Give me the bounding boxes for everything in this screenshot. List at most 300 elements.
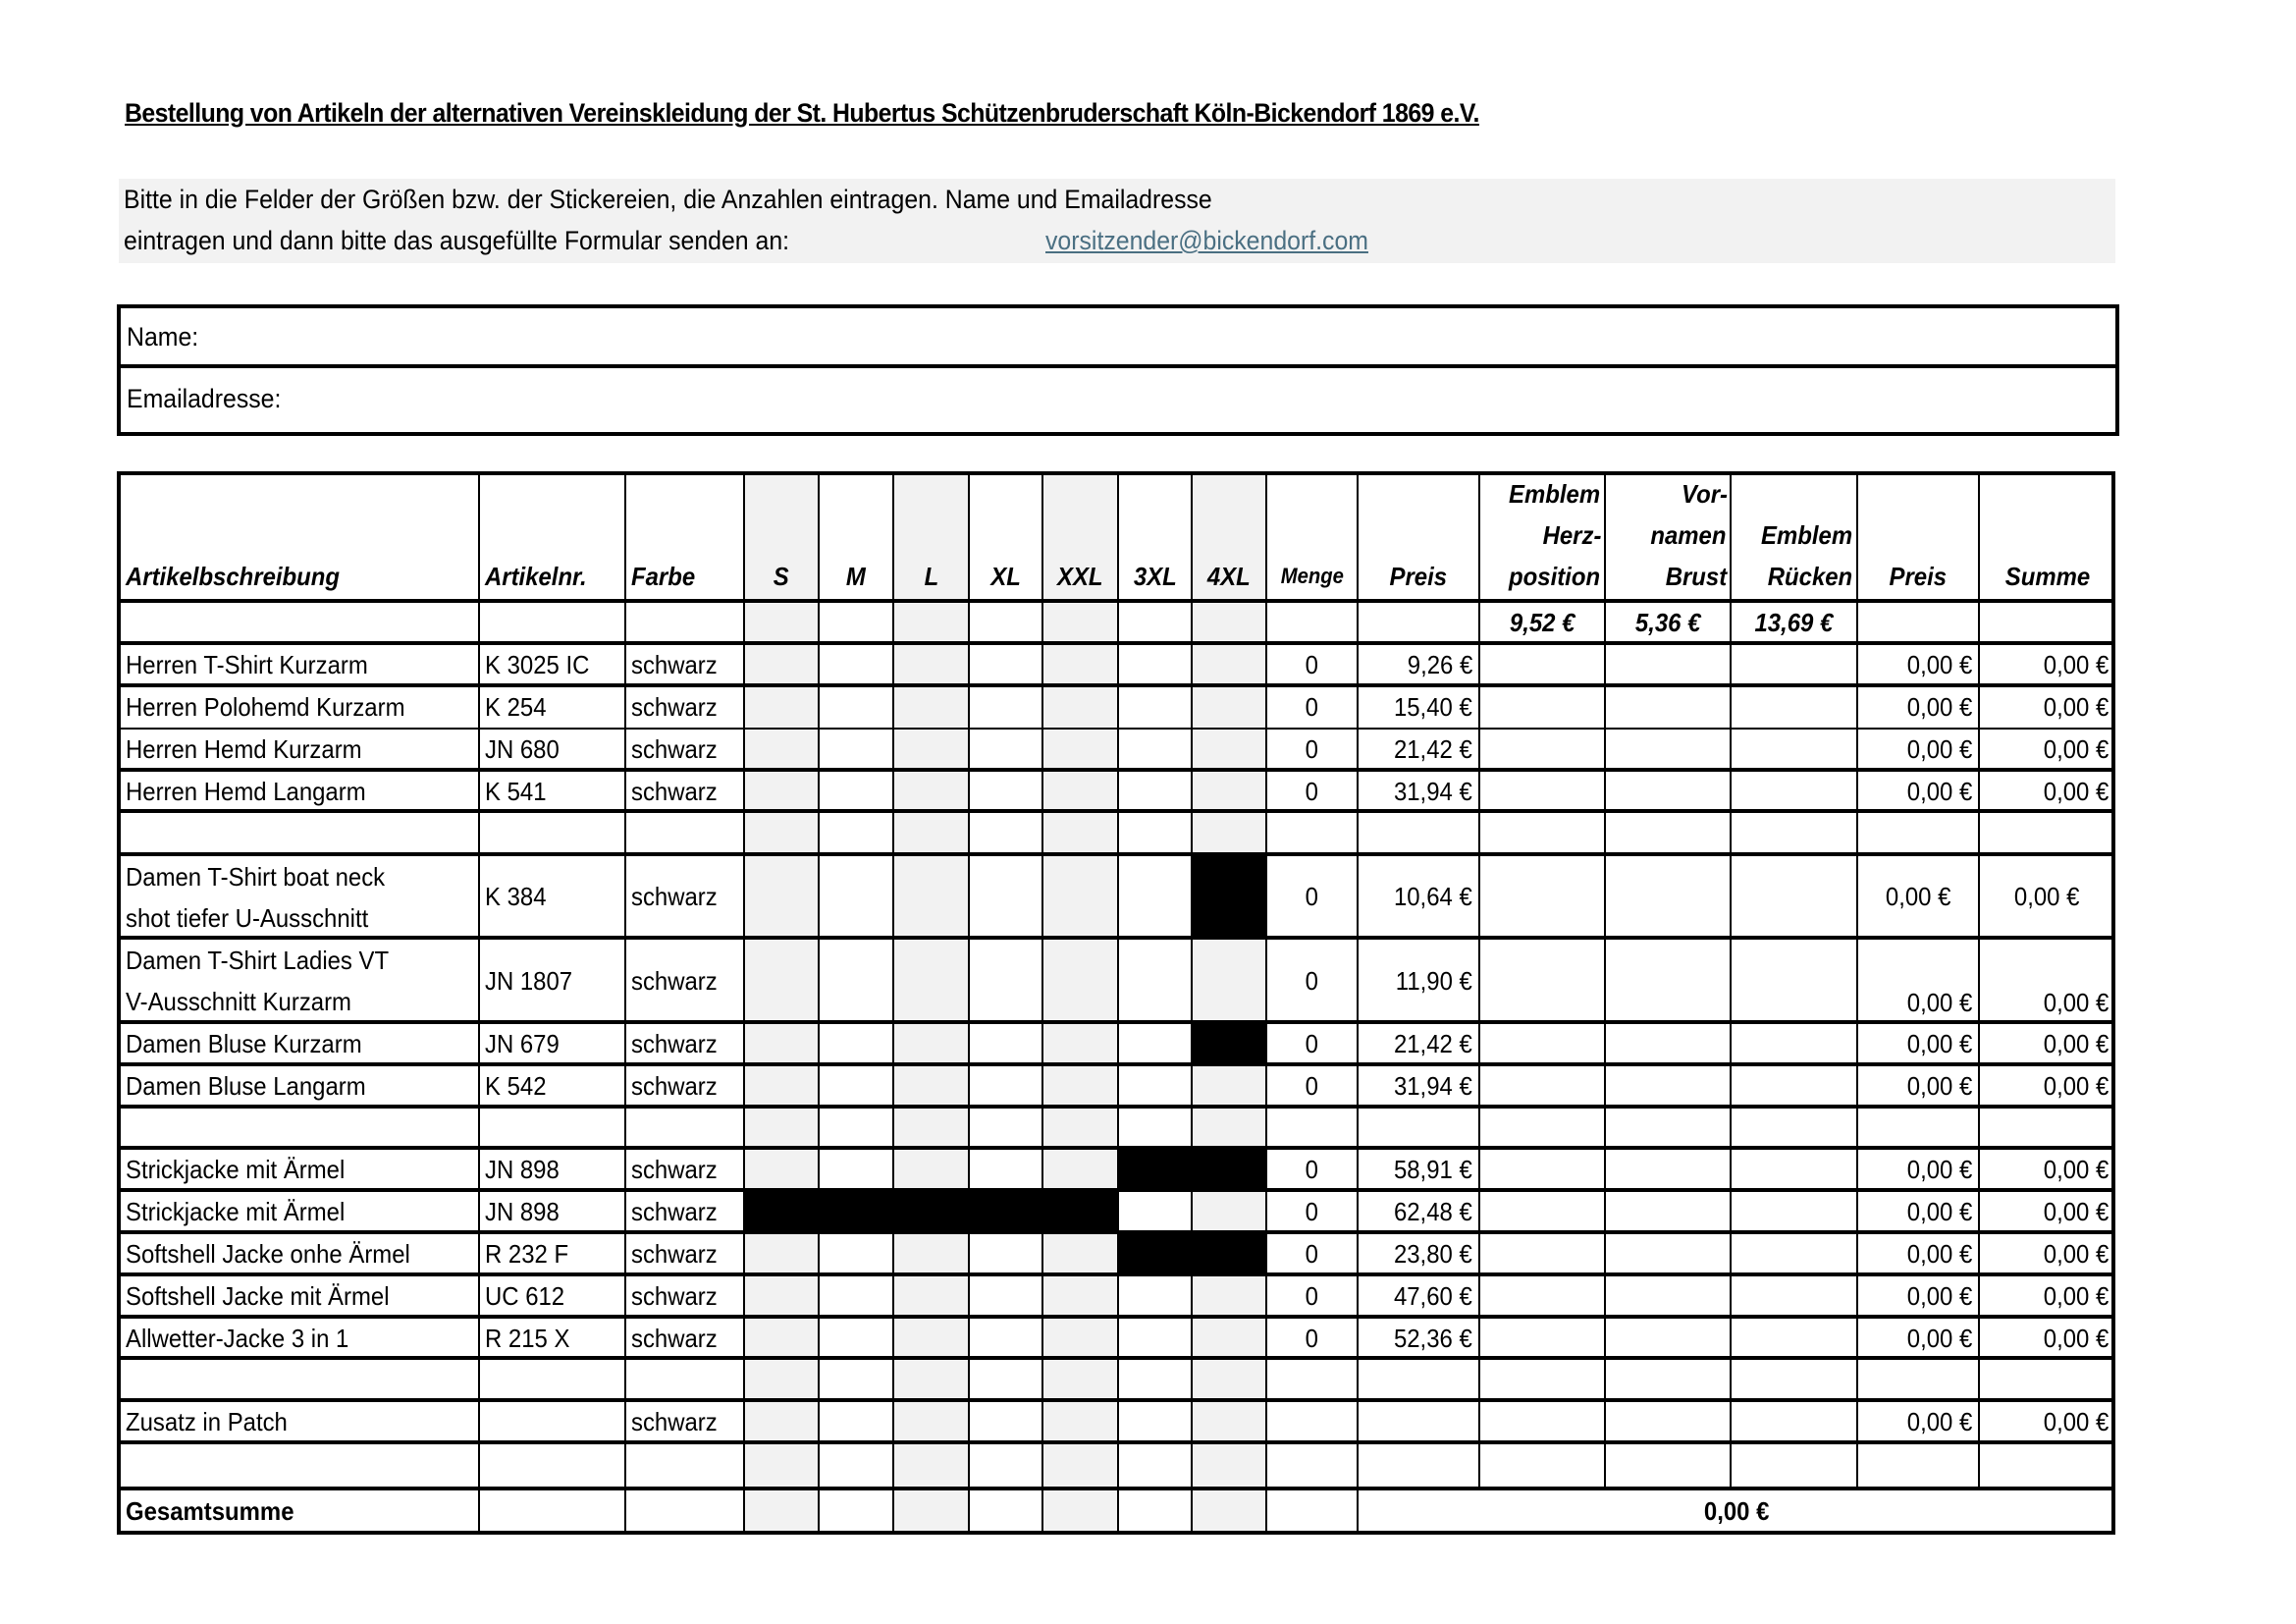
item-sum <box>1978 1190 2114 1232</box>
embroidery-quantity-input[interactable] <box>1730 1400 1856 1442</box>
size-quantity-input-3xl <box>1117 1442 1191 1489</box>
item-price-total <box>1856 1232 1978 1274</box>
item-price <box>1357 938 1478 1022</box>
size-quantity-input-4xl[interactable] <box>1191 1317 1265 1358</box>
name-field[interactable] <box>376 314 2106 358</box>
header-size-3xl <box>1117 473 1191 601</box>
item-description <box>119 1317 478 1358</box>
color-text: schwarz <box>631 692 718 722</box>
header-label: Artikelbschreibung <box>126 562 340 591</box>
size-quantity-input-xl[interactable] <box>968 938 1041 1022</box>
embroidery-quantity-input[interactable] <box>1730 1064 1856 1107</box>
embroidery-price-row-cell <box>1117 601 1191 643</box>
price-text: 52,36 € <box>1394 1323 1472 1353</box>
blank-row-cell <box>478 811 624 854</box>
embroidery-quantity-input[interactable] <box>1478 1400 1604 1442</box>
embroidery-quantity-input[interactable] <box>1478 1022 1604 1064</box>
embroidery-quantity-input[interactable] <box>1478 1064 1604 1107</box>
embroidery-price-row-cell <box>1265 601 1357 643</box>
header-label-line: namen <box>1650 520 1727 550</box>
price-total-text: 0,00 € <box>1906 1281 1972 1311</box>
header-price-total <box>1856 473 1978 601</box>
price-total-text: 0,00 € <box>1906 1029 1972 1058</box>
description-text: Herren Polohemd Kurzarm <box>126 692 405 722</box>
description-text: Strickjacke mit Ärmel <box>126 1155 346 1184</box>
size-quantity-input-xxl[interactable] <box>1041 1022 1117 1064</box>
size-quantity-input-4xl[interactable] <box>1191 643 1265 685</box>
embroidery-quantity-input[interactable] <box>1730 938 1856 1022</box>
item-price-total <box>1856 1190 1978 1232</box>
color-text: schwarz <box>631 776 718 806</box>
size-quantity-input-4xl[interactable] <box>1191 1190 1265 1232</box>
embroidery-quantity-input[interactable] <box>1730 1022 1856 1064</box>
size-quantity-input-l[interactable] <box>892 1148 968 1190</box>
sum-text: 0,00 € <box>2043 1407 2109 1436</box>
item-description <box>119 938 478 1022</box>
price-total-text: 0,00 € <box>1906 1071 1972 1101</box>
item-price <box>1357 770 1478 811</box>
item-description <box>119 1148 478 1190</box>
email-row <box>121 370 2115 430</box>
size-quantity-input-l[interactable] <box>892 1317 968 1358</box>
size-quantity-input-s[interactable] <box>743 728 818 770</box>
blank-row-cell <box>1604 811 1730 854</box>
grand-total-value: 0,00 € <box>1703 1496 1770 1526</box>
price-total-text: 0,00 € <box>1906 1155 1972 1184</box>
embroidery-quantity-input[interactable] <box>1478 1317 1604 1358</box>
sum-text: 0,00 € <box>2043 692 2109 722</box>
size-quantity-input-3xl[interactable] <box>1117 1317 1191 1358</box>
embroidery-quantity-input[interactable] <box>1730 1274 1856 1317</box>
price-text: 47,60 € <box>1394 1281 1472 1311</box>
embroidery-quantity-input[interactable] <box>1604 1232 1730 1274</box>
size-quantity-input-xl[interactable] <box>968 770 1041 811</box>
price-text: 9,26 € <box>1407 650 1472 679</box>
header-color <box>624 473 743 601</box>
size-quantity-input-xl <box>968 811 1041 854</box>
embroidery-quantity-input[interactable] <box>1604 1148 1730 1190</box>
size-unavailable-cell <box>1191 1022 1265 1064</box>
size-quantity-input-m[interactable] <box>818 1148 892 1190</box>
size-quantity-input-3xl[interactable] <box>1117 1400 1191 1442</box>
size-quantity-input-4xl[interactable] <box>1191 1400 1265 1442</box>
article-no-text: JN 898 <box>485 1197 560 1226</box>
color-text: schwarz <box>631 882 718 911</box>
blank-row-cell <box>1856 1442 1978 1489</box>
embroidery-price-row-cell <box>1191 601 1265 643</box>
embroidery-quantity-input[interactable] <box>1730 685 1856 728</box>
price-text: 23,80 € <box>1394 1239 1472 1269</box>
description-text: Zusatz in Patch <box>126 1407 288 1436</box>
item-description <box>119 1022 478 1064</box>
size-quantity-input-l[interactable] <box>892 1064 968 1107</box>
article-no-text: JN 680 <box>485 734 560 764</box>
color-text: schwarz <box>631 1407 718 1436</box>
size-quantity-input-4xl[interactable] <box>1191 938 1265 1022</box>
header-label: Preis <box>1889 562 1948 591</box>
item-article-no <box>478 728 624 770</box>
color-text: schwarz <box>631 650 718 679</box>
embroidery-quantity-input[interactable] <box>1604 770 1730 811</box>
size-quantity-input-s[interactable] <box>743 1317 818 1358</box>
embroidery-quantity-input[interactable] <box>1478 643 1604 685</box>
sum-text: 0,00 € <box>2043 1281 2109 1311</box>
total-row-cell <box>1265 1489 1357 1533</box>
size-quantity-input-xl[interactable] <box>968 1148 1041 1190</box>
size-quantity-input-s[interactable] <box>743 938 818 1022</box>
item-price-total <box>1856 1148 1978 1190</box>
header-size-m <box>818 473 892 601</box>
blank-row-cell <box>1265 1358 1357 1400</box>
blank-row-cell <box>1604 1107 1730 1148</box>
size-quantity-input-xxl[interactable] <box>1041 1232 1117 1274</box>
item-price <box>1357 643 1478 685</box>
item-sum <box>1978 1232 2114 1274</box>
item-sum <box>1978 1148 2114 1190</box>
header-size-s <box>743 473 818 601</box>
size-quantity-input-m[interactable] <box>818 1400 892 1442</box>
size-quantity-input-m[interactable] <box>818 938 892 1022</box>
embroidery-quantity-input[interactable] <box>1604 643 1730 685</box>
item-article-no <box>478 685 624 728</box>
size-quantity-input-l[interactable] <box>892 1274 968 1317</box>
embroidery-quantity-input[interactable] <box>1604 1274 1730 1317</box>
email-link[interactable]: vorsitzender@bickendorf.com <box>1045 226 1368 255</box>
size-quantity-input-m[interactable] <box>818 1022 892 1064</box>
size-quantity-input-s[interactable] <box>743 1148 818 1190</box>
size-quantity-input-s <box>743 811 818 854</box>
embroidery-quantity-input[interactable] <box>1604 685 1730 728</box>
size-quantity-input-xl[interactable] <box>968 854 1041 938</box>
size-quantity-input-4xl[interactable] <box>1191 770 1265 811</box>
quantity-text: 0 <box>1305 1239 1319 1269</box>
item-article-no <box>478 1232 624 1274</box>
size-quantity-input-xxl[interactable] <box>1041 1148 1117 1190</box>
item-price <box>1357 1317 1478 1358</box>
item-quantity <box>1265 1148 1357 1190</box>
size-unavailable-cell <box>968 1190 1041 1232</box>
embroidery-quantity-input[interactable] <box>1478 938 1604 1022</box>
size-quantity-input-l[interactable] <box>892 1400 968 1442</box>
item-quantity <box>1265 854 1357 938</box>
item-color <box>624 1317 743 1358</box>
size-quantity-input-3xl[interactable] <box>1117 854 1191 938</box>
embroidery-quantity-input[interactable] <box>1730 1232 1856 1274</box>
item-sum <box>1978 1317 2114 1358</box>
size-quantity-input-4xl[interactable] <box>1191 728 1265 770</box>
size-quantity-input-3xl[interactable] <box>1117 938 1191 1022</box>
size-quantity-input-3xl[interactable] <box>1117 643 1191 685</box>
size-quantity-input-4xl[interactable] <box>1191 685 1265 728</box>
header-label: XL <box>990 562 1021 591</box>
embroidery-quantity-input[interactable] <box>1478 770 1604 811</box>
item-color <box>624 770 743 811</box>
size-quantity-input-m <box>818 1107 892 1148</box>
color-text: schwarz <box>631 1239 718 1269</box>
size-quantity-input-xl[interactable] <box>968 643 1041 685</box>
size-quantity-input-3xl <box>1117 1358 1191 1400</box>
total-row-cell <box>1191 1489 1265 1533</box>
blank-row-cell <box>1357 1358 1478 1400</box>
blank-row-cell <box>624 1358 743 1400</box>
contact-form <box>117 304 2119 436</box>
description-text: Allwetter-Jacke 3 in 1 <box>126 1323 349 1353</box>
item-price-total <box>1856 1064 1978 1107</box>
embroidery-quantity-input[interactable] <box>1604 1400 1730 1442</box>
embroidery-price-row-cell <box>624 601 743 643</box>
item-price-total <box>1856 1317 1978 1358</box>
item-price-total <box>1856 1274 1978 1317</box>
description-line: Damen T-Shirt Ladies VT <box>126 946 390 975</box>
item-color <box>624 1064 743 1107</box>
size-quantity-input-4xl[interactable] <box>1191 1274 1265 1317</box>
embroidery-quantity-input[interactable] <box>1478 1148 1604 1190</box>
size-quantity-input-3xl[interactable] <box>1117 685 1191 728</box>
item-sum <box>1978 938 2114 1022</box>
embroidery-price-row-cell <box>1978 601 2114 643</box>
item-color <box>624 643 743 685</box>
article-no-text: JN 679 <box>485 1029 560 1058</box>
size-quantity-input-3xl[interactable] <box>1117 770 1191 811</box>
size-quantity-input-l[interactable] <box>892 938 968 1022</box>
embroidery-quantity-input[interactable] <box>1478 1274 1604 1317</box>
size-quantity-input-xl[interactable] <box>968 1064 1041 1107</box>
embroidery-quantity-input[interactable] <box>1604 854 1730 938</box>
embroidery-quantity-input[interactable] <box>1604 1317 1730 1358</box>
size-quantity-input-l <box>892 811 968 854</box>
size-quantity-input-xxl[interactable] <box>1041 1274 1117 1317</box>
size-quantity-input-m[interactable] <box>818 770 892 811</box>
size-quantity-input-xxl <box>1041 1442 1117 1489</box>
item-article-no <box>478 1022 624 1064</box>
item-quantity <box>1265 728 1357 770</box>
blank-row-cell <box>1265 1442 1357 1489</box>
item-sum <box>1978 854 2114 938</box>
item-article-no <box>478 643 624 685</box>
size-quantity-input-xxl[interactable] <box>1041 938 1117 1022</box>
price-total-text: 0,00 € <box>1906 1239 1972 1269</box>
embroidery-price-row-cell <box>478 601 624 643</box>
item-quantity <box>1265 1232 1357 1274</box>
item-color <box>624 938 743 1022</box>
size-quantity-input-m[interactable] <box>818 685 892 728</box>
size-quantity-input-4xl <box>1191 1107 1265 1148</box>
embroidery-quantity-input[interactable] <box>1730 728 1856 770</box>
size-quantity-input-s[interactable] <box>743 685 818 728</box>
item-price <box>1357 1400 1478 1442</box>
price-text: 10,64 € <box>1394 882 1472 911</box>
size-quantity-input-xl[interactable] <box>968 1274 1041 1317</box>
item-price <box>1357 854 1478 938</box>
size-quantity-input-3xl[interactable] <box>1117 1064 1191 1107</box>
quantity-text: 0 <box>1305 776 1319 806</box>
size-quantity-input-s <box>743 1358 818 1400</box>
item-color <box>624 854 743 938</box>
size-quantity-input-m[interactable] <box>818 1317 892 1358</box>
item-sum <box>1978 728 2114 770</box>
blank-row-cell <box>1856 811 1978 854</box>
item-quantity <box>1265 1400 1357 1442</box>
item-sum <box>1978 1400 2114 1442</box>
size-quantity-input-s[interactable] <box>743 1022 818 1064</box>
size-quantity-input-xxl[interactable] <box>1041 685 1117 728</box>
blank-row-cell <box>119 1107 478 1148</box>
size-unavailable-cell <box>1191 1232 1265 1274</box>
total-label-text: Gesamtsumme <box>126 1496 294 1526</box>
size-quantity-input-xxl <box>1041 811 1117 854</box>
quantity-text: 0 <box>1305 692 1319 722</box>
embroidery-quantity-input[interactable] <box>1604 1022 1730 1064</box>
item-price-total <box>1856 1400 1978 1442</box>
blank-row-cell <box>1730 1442 1856 1489</box>
price-total-text: 0,00 € <box>1906 734 1972 764</box>
blank-row-cell <box>1730 1107 1856 1148</box>
size-quantity-input-s[interactable] <box>743 1274 818 1317</box>
embroidery-quantity-input[interactable] <box>1604 1064 1730 1107</box>
header-label: Farbe <box>631 562 696 591</box>
sum-text: 0,00 € <box>2043 1323 2109 1353</box>
size-quantity-input-xl[interactable] <box>968 685 1041 728</box>
item-price-total <box>1856 854 1978 938</box>
embroidery-quantity-input[interactable] <box>1604 1190 1730 1232</box>
header-label-line: Emblem <box>1760 520 1852 550</box>
blank-row-cell <box>1478 1442 1604 1489</box>
size-quantity-input-m <box>818 811 892 854</box>
article-no-text: K 542 <box>485 1071 547 1101</box>
embroidery-quantity-input[interactable] <box>1478 685 1604 728</box>
sum-text: 0,00 € <box>2014 882 2080 911</box>
quantity-text: 0 <box>1305 1197 1319 1226</box>
size-quantity-input-s[interactable] <box>743 1400 818 1442</box>
size-quantity-input-xxl[interactable] <box>1041 1064 1117 1107</box>
size-quantity-input-3xl[interactable] <box>1117 728 1191 770</box>
price-total-text: 0,00 € <box>1906 776 1972 806</box>
size-quantity-input-3xl[interactable] <box>1117 1022 1191 1064</box>
embroidery-price-row-cell <box>119 601 478 643</box>
size-quantity-input-xxl[interactable] <box>1041 770 1117 811</box>
color-text: schwarz <box>631 1323 718 1353</box>
price-total-text: 0,00 € <box>1885 882 1951 911</box>
size-quantity-input-xl[interactable] <box>968 1400 1041 1442</box>
embroidery-quantity-input[interactable] <box>1604 938 1730 1022</box>
sum-text: 0,00 € <box>2043 1029 2109 1058</box>
size-quantity-input-xxl[interactable] <box>1041 854 1117 938</box>
size-quantity-input-l[interactable] <box>892 728 968 770</box>
size-quantity-input-xl[interactable] <box>968 1232 1041 1274</box>
price-text: 21,42 € <box>1394 1029 1472 1058</box>
description-text: Softshell Jacke onhe Ärmel <box>126 1239 410 1269</box>
item-color <box>624 1022 743 1064</box>
size-quantity-input-4xl[interactable] <box>1191 1064 1265 1107</box>
size-quantity-input-xl[interactable] <box>968 1022 1041 1064</box>
item-description <box>119 1190 478 1232</box>
header-label: L <box>924 562 938 591</box>
article-no-text: UC 612 <box>485 1281 565 1311</box>
size-quantity-input-l[interactable] <box>892 854 968 938</box>
sum-text: 0,00 € <box>2043 1155 2109 1184</box>
blank-row-cell <box>624 1107 743 1148</box>
size-quantity-input-l[interactable] <box>892 1232 968 1274</box>
header-size-xl <box>968 473 1041 601</box>
embroidery-quantity-input[interactable] <box>1730 1317 1856 1358</box>
size-quantity-input-xxl[interactable] <box>1041 1317 1117 1358</box>
color-text: schwarz <box>631 1281 718 1311</box>
size-quantity-input-xxl[interactable] <box>1041 643 1117 685</box>
item-price <box>1357 1190 1478 1232</box>
blank-row-cell <box>1730 811 1856 854</box>
embroidery-quantity-input[interactable] <box>1478 728 1604 770</box>
size-quantity-input-m[interactable] <box>818 854 892 938</box>
embroidery-quantity-input[interactable] <box>1730 1148 1856 1190</box>
size-quantity-input-l[interactable] <box>892 1022 968 1064</box>
item-quantity <box>1265 1022 1357 1064</box>
embroidery-quantity-input[interactable] <box>1478 1190 1604 1232</box>
size-quantity-input-m[interactable] <box>818 1064 892 1107</box>
instructions-line-1: Bitte in die Felder der Größen bzw. der Stickereien, die Anzahlen eintragen. Name und Emailadresse <box>124 185 1212 214</box>
size-quantity-input-l[interactable] <box>892 685 968 728</box>
size-quantity-input-s[interactable] <box>743 643 818 685</box>
size-quantity-input-l[interactable] <box>892 643 968 685</box>
size-unavailable-cell <box>892 1190 968 1232</box>
embroidery-quantity-input[interactable] <box>1730 770 1856 811</box>
size-quantity-input-s[interactable] <box>743 1232 818 1274</box>
size-quantity-input-xl <box>968 1358 1041 1400</box>
size-quantity-input-m[interactable] <box>818 1232 892 1274</box>
size-quantity-input-m[interactable] <box>818 643 892 685</box>
item-color <box>624 685 743 728</box>
size-quantity-input-xxl[interactable] <box>1041 1400 1117 1442</box>
quantity-text: 0 <box>1305 734 1319 764</box>
item-price-total <box>1856 1022 1978 1064</box>
embroidery-quantity-input[interactable] <box>1604 728 1730 770</box>
size-quantity-input-xxl <box>1041 1107 1117 1148</box>
size-quantity-input-xl[interactable] <box>968 728 1041 770</box>
item-sum <box>1978 1064 2114 1107</box>
embroidery-quantity-input[interactable] <box>1730 1190 1856 1232</box>
size-quantity-input-xl[interactable] <box>968 1317 1041 1358</box>
size-quantity-input-4xl <box>1191 811 1265 854</box>
item-quantity <box>1265 1274 1357 1317</box>
price-total-text: 0,00 € <box>1906 1323 1972 1353</box>
embroidery-quantity-input[interactable] <box>1478 854 1604 938</box>
size-quantity-input-m[interactable] <box>818 728 892 770</box>
header-quantity <box>1265 473 1357 601</box>
price-total-text: 0,00 € <box>1906 692 1972 722</box>
sum-text: 0,00 € <box>2043 650 2109 679</box>
size-quantity-input-3xl <box>1117 811 1191 854</box>
size-quantity-input-xl <box>968 1442 1041 1489</box>
email-field[interactable] <box>376 376 2106 424</box>
size-quantity-input-s[interactable] <box>743 1064 818 1107</box>
article-no-text: K 254 <box>485 692 547 722</box>
header-label: Menge <box>1280 564 1344 588</box>
embroidery-quantity-input[interactable] <box>1478 1232 1604 1274</box>
instructions-line-2: eintragen und dann bitte das ausgefüllte Formular senden an: <box>124 226 790 255</box>
size-quantity-input-3xl[interactable] <box>1117 1274 1191 1317</box>
embroidery-quantity-input[interactable] <box>1730 854 1856 938</box>
size-quantity-input-s[interactable] <box>743 770 818 811</box>
size-quantity-input-m[interactable] <box>818 1274 892 1317</box>
size-quantity-input-3xl[interactable] <box>1117 1190 1191 1232</box>
size-quantity-input-xxl[interactable] <box>1041 728 1117 770</box>
header-first-name-chest <box>1604 473 1730 601</box>
size-quantity-input-l[interactable] <box>892 770 968 811</box>
embroidery-price-row-cell <box>818 601 892 643</box>
size-unavailable-cell <box>1191 1148 1265 1190</box>
size-quantity-input-s[interactable] <box>743 854 818 938</box>
embroidery-quantity-input[interactable] <box>1730 643 1856 685</box>
price-value: 9,52 € <box>1509 608 1575 637</box>
